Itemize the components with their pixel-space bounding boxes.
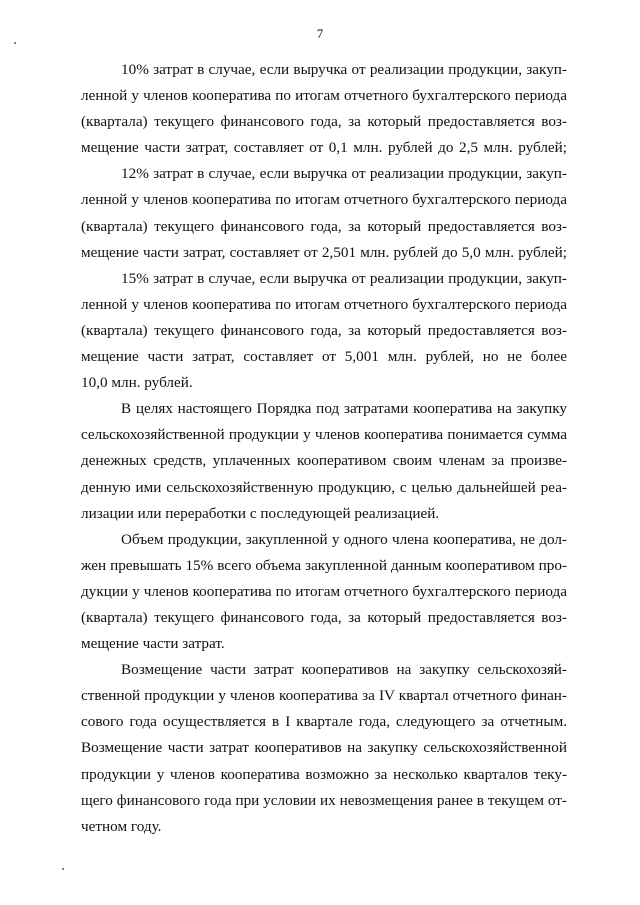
text-line: четном году. — [81, 817, 162, 835]
text-line: мещение части затрат, составляет от 5,001 млн. рублей, но не более — [81, 348, 567, 366]
text-line: мещение части затрат. — [81, 635, 225, 653]
text-line: продукции у членов кооператива возможно за несколько кварталов теку- — [81, 765, 567, 783]
text-line: ленной у членов кооператива по итогам отчетного бухгалтерского периода — [81, 87, 567, 105]
scan-speck — [14, 42, 16, 44]
paragraph-costs-definition — [81, 396, 567, 526]
text-line: 10% затрат в случае, если выручка от реализации продукции, закуп- — [121, 61, 567, 78]
text-line: Объем продукции, закупленной у одного члена кооператива, не дол- — [121, 530, 567, 548]
document-body — [81, 57, 567, 840]
text-line: 12% затрат в случае, если выручка от реализации продукции, закуп- — [121, 165, 567, 183]
paragraph-reimbursement-timing — [81, 657, 567, 840]
text-line: (квартала) текущего финансового года, за который предоставляется воз- — [81, 321, 567, 339]
paragraph-volume-limit — [81, 527, 567, 657]
scan-speck — [62, 868, 64, 870]
text-line: сельскохозяйственной продукции у членов кооператива понимается сумма — [81, 426, 567, 444]
text-line: лизации или переработки с последующей реализацией. — [81, 504, 440, 522]
text-line: ственной продукции у членов кооператива за IV квартал отчетного финан- — [81, 687, 567, 705]
text-line: ленной у членов кооператива по итогам отчетного бухгалтерского периода — [81, 295, 567, 313]
text-line: ленной у членов кооператива по итогам отчетного бухгалтерского периода — [81, 191, 567, 209]
paragraph-15-percent — [81, 266, 567, 396]
text-line: мещение части затрат, составляет от 0,1 млн. рублей до 2,5 млн. рублей; — [81, 139, 567, 157]
text-line: сового года осуществляется в I квартале года, следующего за отчетным. — [81, 713, 567, 731]
paragraph-10-percent — [81, 57, 567, 161]
text-line: мещение части затрат, составляет от 2,501 млн. рублей до 5,0 млн. рублей; — [81, 243, 567, 261]
text-line: жен превышать 15% всего объема закупленной данным кооперативом про- — [81, 556, 567, 574]
page-number: 7 — [316, 26, 324, 41]
text-line: 15% затрат в случае, если выручка от реализации продукции, закуп- — [121, 269, 567, 287]
text-line: (квартала) текущего финансового года, за который предоставляется воз- — [81, 113, 567, 131]
text-line: дукции у членов кооператива по итогам отчетного бухгалтерского периода — [81, 582, 567, 600]
text-line: денежных средств, уплаченных кооперативом своим членам за произве- — [81, 452, 567, 470]
text-line: денную ими сельскохозяйственную продукцию, с целью дальнейшей реа- — [81, 478, 567, 496]
text-line: (квартала) текущего финансового года, за который предоставляется воз- — [81, 217, 567, 235]
paragraph-12-percent — [81, 161, 567, 265]
text-line: В целях настоящего Порядка под затратами кооператива на закупку — [121, 400, 567, 418]
text-line: 10,0 млн. рублей. — [81, 374, 193, 392]
text-line: Возмещение части затрат кооперативов на закупку сельскохозяйственной — [81, 739, 567, 757]
text-line: (квартала) текущего финансового года, за который предоставляется воз- — [81, 608, 567, 626]
text-line: щего финансового года при условии их невозмещения ранее в текущем от- — [81, 791, 567, 809]
text-line: Возмещение части затрат кооперативов на закупку сельскохозяй- — [121, 661, 567, 679]
